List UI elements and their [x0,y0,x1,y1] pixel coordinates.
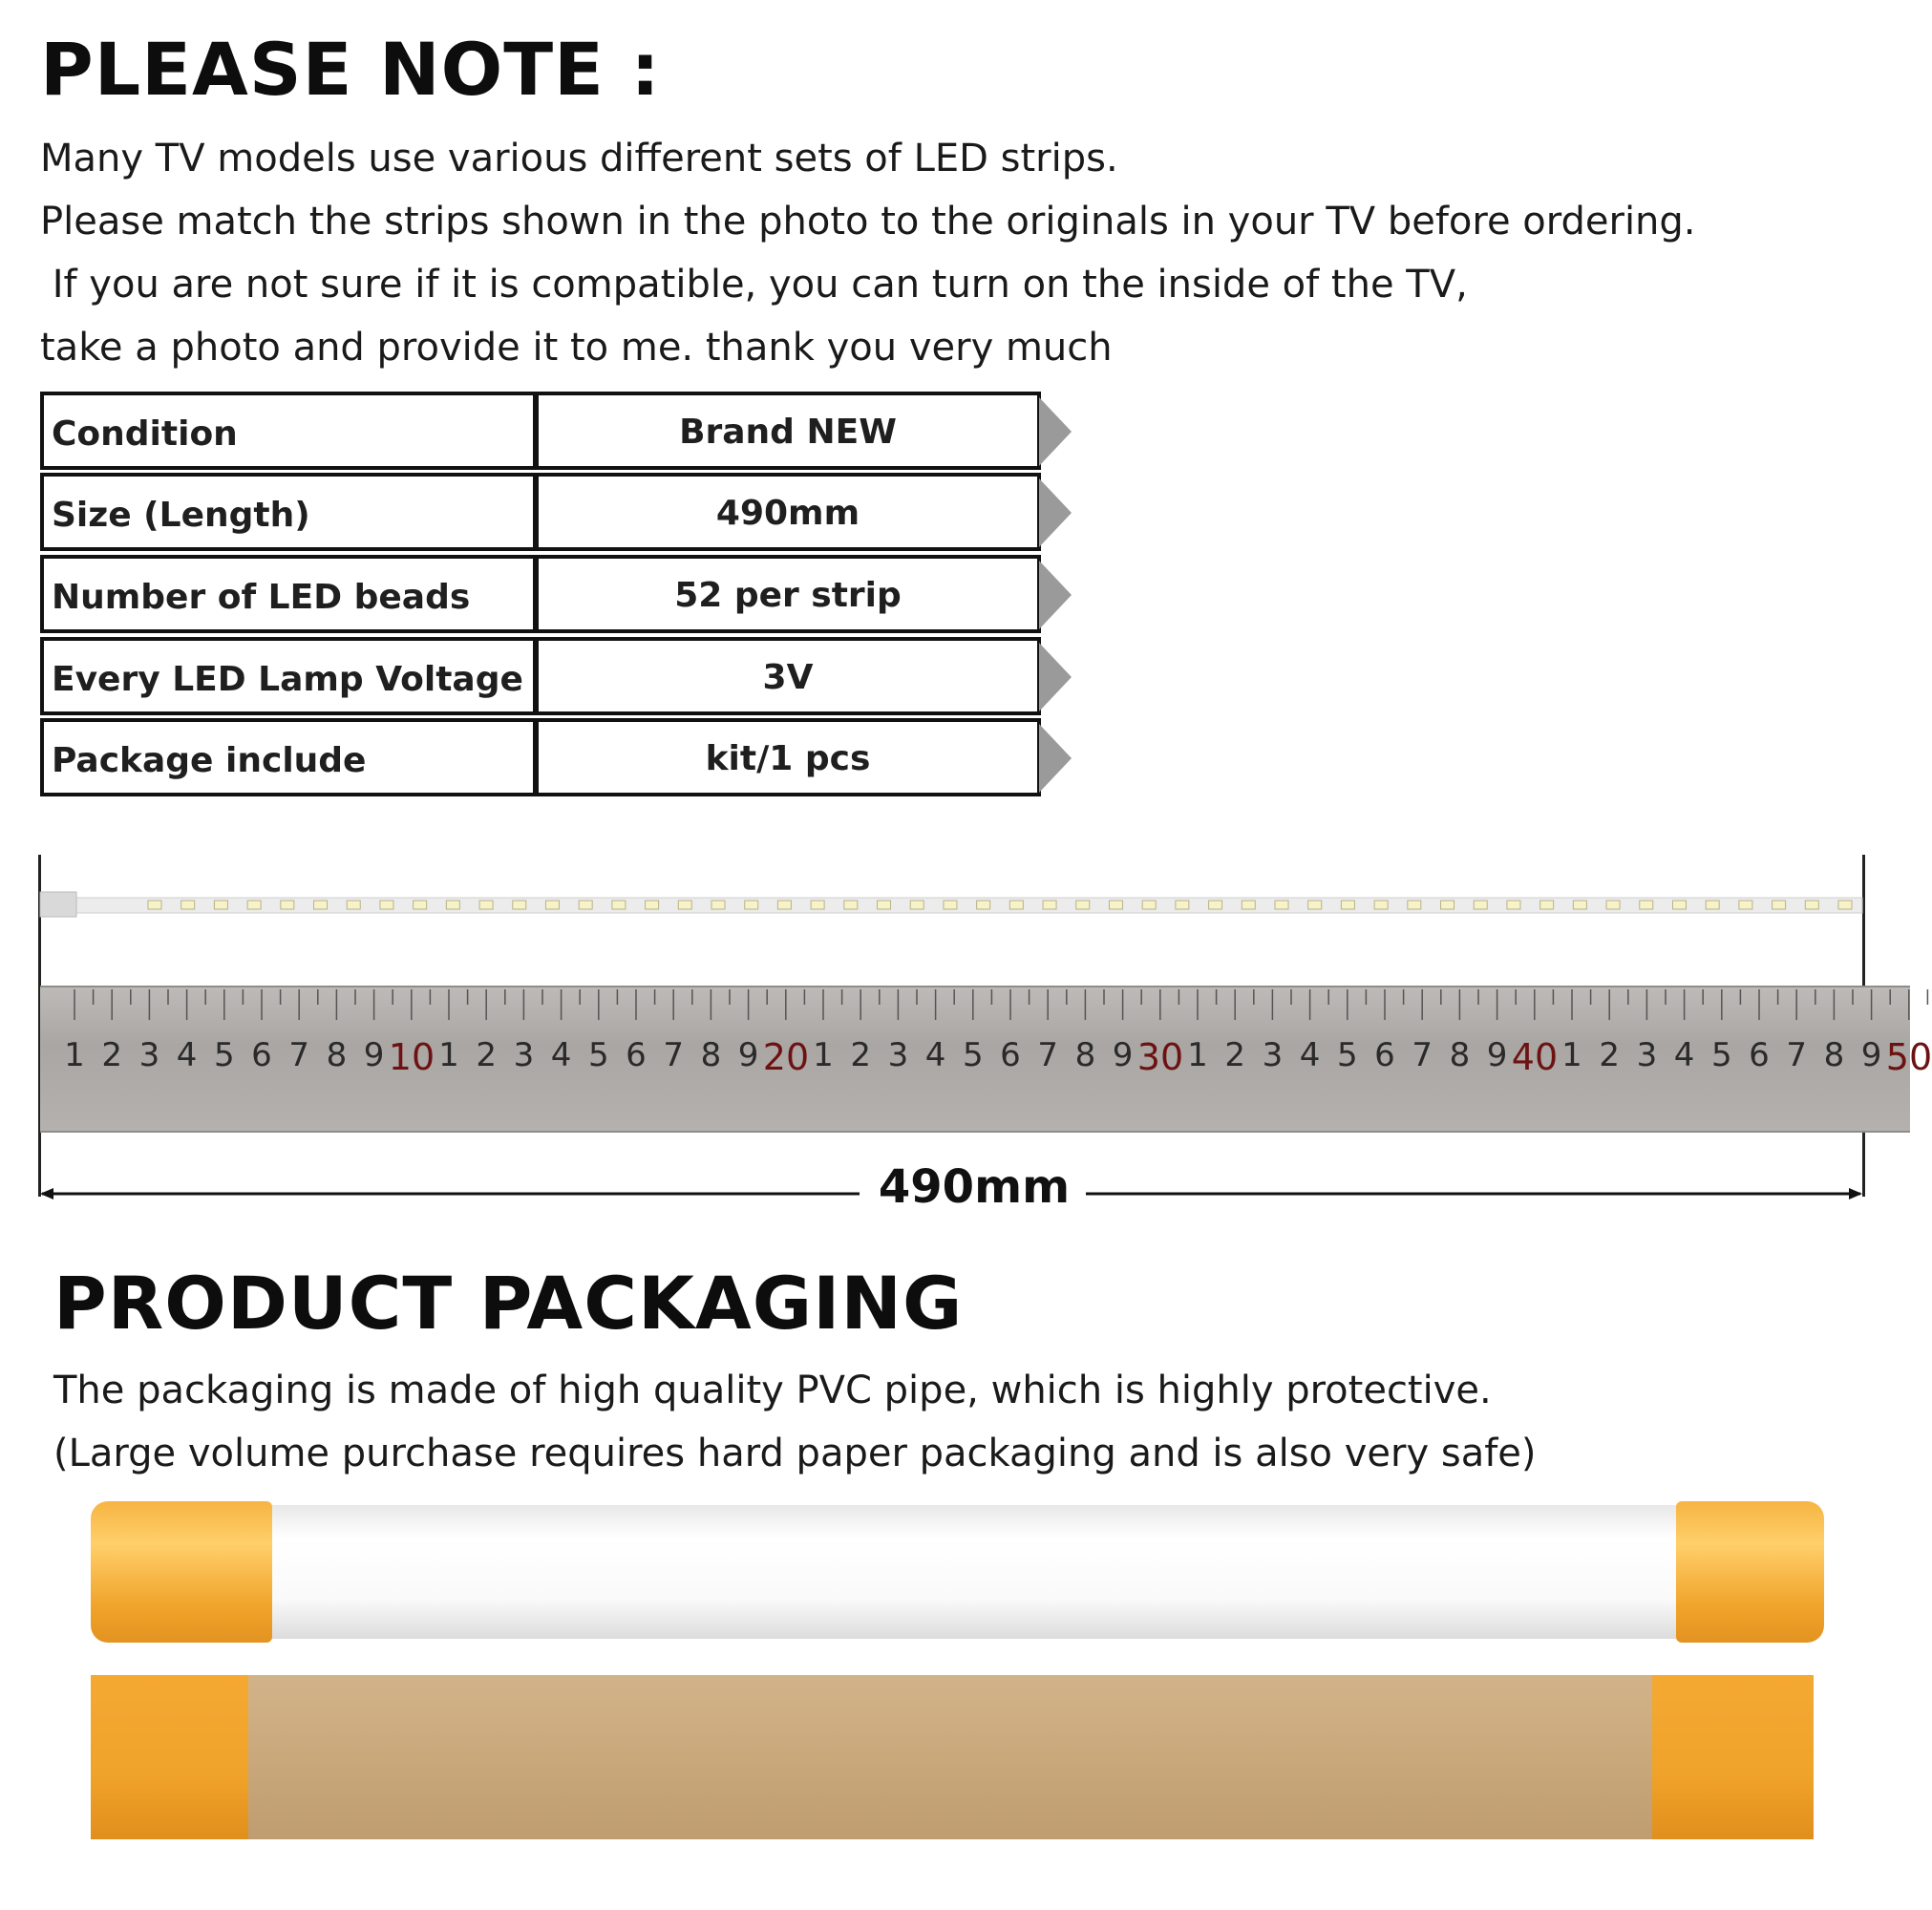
ruler-number: 2 [476,1036,497,1074]
ruler-number: 9 [737,1036,759,1074]
led-bead [910,901,924,909]
ruler-number: 4 [1673,1036,1695,1074]
ruler-number: 5 [213,1036,235,1074]
led-bead [711,901,725,909]
spec-value: 52 per strip [674,576,902,615]
led-bead [678,901,691,909]
led-strip-icon [40,892,1862,921]
ruler-number: 10 [388,1036,435,1078]
led-bead [745,901,758,909]
led-bead [977,901,990,909]
ruler-number: 8 [1074,1036,1096,1074]
note-line: Many TV models use various different sets of LED strips. [40,137,1118,180]
led-bead [414,901,427,909]
ruler-number: 6 [251,1036,272,1074]
ruler-number: 7 [288,1036,309,1074]
packaging-text [53,1359,1537,1485]
led-bead [1441,901,1454,909]
spec-label: Package include [52,741,367,780]
led-bead [181,901,195,909]
led-bead [612,901,626,909]
led-bead [380,901,393,909]
ruler-number: 8 [326,1036,348,1074]
led-bead [1672,901,1686,909]
ruler-number: 4 [550,1036,572,1074]
led-bead [844,901,858,909]
led-bead [446,901,459,909]
ruler-number: 1 [1561,1036,1582,1074]
ruler-number: 50 [1885,1036,1932,1078]
ruler-number: 1 [1187,1036,1208,1074]
arrow-icon [1039,724,1072,793]
spec-label: Every LED Lamp Voltage [52,660,523,699]
ruler-number: 3 [887,1036,909,1074]
ruler-number: 4 [1299,1036,1321,1074]
ruler-number: 8 [1449,1036,1471,1074]
arrow-icon [1039,478,1072,547]
ruler-number: 5 [587,1036,609,1074]
spec-row-condition [40,392,1043,468]
ruler-number: 1 [438,1036,459,1074]
packaging-title: PRODUCT PACKAGING [53,1261,964,1346]
ruler-number: 7 [663,1036,684,1074]
tape-left [91,1501,272,1643]
led-bead [1773,901,1786,909]
led-bead [545,901,559,909]
spec-label: Condition [52,414,238,454]
tape-right [1676,1501,1824,1643]
led-bead [347,901,360,909]
box-body [234,1675,1667,1839]
led-strip-image [40,892,1862,921]
arrow-icon [1039,397,1072,466]
ruler-number: 6 [626,1036,647,1074]
pvc-tube-image [91,1501,1824,1643]
ruler-number: 2 [1224,1036,1245,1074]
led-bead [1606,901,1620,909]
cardboard-box-image [91,1675,1814,1839]
led-bead [878,901,891,909]
spec-value: 3V [762,658,814,697]
led-bead [1706,901,1719,909]
led-bead [314,901,328,909]
led-bead [1540,901,1554,909]
ruler-number: 6 [1749,1036,1770,1074]
ruler-number: 2 [850,1036,871,1074]
led-bead [1275,901,1288,909]
ruler-number: 7 [1786,1036,1807,1074]
led-bead [1242,901,1255,909]
led-bead [148,901,161,909]
spec-label: Size (Length) [52,496,310,535]
led-bead [1739,901,1752,909]
ruler-number: 1 [64,1036,85,1074]
length-label: 490mm [878,1160,1071,1214]
led-bead [1374,901,1388,909]
ruler-number: 8 [700,1036,722,1074]
led-bead [777,901,791,909]
led-bead [1076,901,1090,909]
ruler-number: 5 [962,1036,984,1074]
led-bead [1043,901,1056,909]
ruler-number: 8 [1823,1036,1845,1074]
led-bead [1640,901,1653,909]
led-bead [1838,901,1852,909]
ruler-number: 5 [1336,1036,1358,1074]
spec-row-size [40,473,1043,549]
led-bead [1573,901,1586,909]
spec-label: Number of LED beads [52,578,471,617]
led-bead [811,901,824,909]
note-line: Please match the strips shown in the photo to the originals in your TV before ordering. [40,200,1696,244]
led-bead [944,901,957,909]
spec-row-beads [40,555,1043,631]
led-bead [579,901,592,909]
led-bead [247,901,261,909]
led-bead [1109,901,1122,909]
tape-left [91,1675,248,1839]
ruler-number: 3 [513,1036,535,1074]
spec-value: 490mm [715,494,860,533]
led-bead [479,901,493,909]
arrow-icon [1039,561,1072,629]
packaging-line: (Large volume purchase requires hard paper packaging and is also very safe) [53,1432,1537,1475]
note-line: take a photo and provide it to me. thank you very much [40,326,1113,370]
ruler-number: 4 [924,1036,946,1074]
ruler-number: 4 [176,1036,198,1074]
note-text [40,127,1696,379]
led-bead [1507,901,1520,909]
ruler-number: 40 [1511,1036,1559,1078]
arrow-icon [1039,643,1072,711]
led-bead [513,901,526,909]
ruler-number: 3 [1636,1036,1658,1074]
led-bead [1176,901,1189,909]
ruler-number: 9 [363,1036,385,1074]
ruler-number: 9 [1112,1036,1134,1074]
note-title: PLEASE NOTE : [40,27,661,112]
led-bead [1408,901,1421,909]
ruler-number: 20 [762,1036,810,1078]
spec-value: kit/1 pcs [705,739,871,778]
led-bead [281,901,294,909]
ruler-number: 2 [1599,1036,1620,1074]
ruler-number: 3 [138,1036,160,1074]
ruler-number: 6 [1000,1036,1021,1074]
ruler-number: 9 [1860,1036,1882,1074]
packaging-line: The packaging is made of high quality PVC pipe, which is highly protective. [53,1369,1492,1412]
ruler-number: 3 [1262,1036,1284,1074]
ruler-number: 9 [1486,1036,1508,1074]
note-line: If you are not sure if it is compatible, you can turn on the inside of the TV, [40,263,1468,307]
ruler-number: 2 [101,1036,122,1074]
tube-body [234,1505,1686,1639]
led-bead [1308,901,1322,909]
led-bead [1341,901,1354,909]
led-bead [1209,901,1222,909]
ruler-number: 1 [813,1036,834,1074]
tape-right [1652,1675,1814,1839]
spec-row-voltage [40,637,1043,713]
spec-value: Brand NEW [679,413,897,452]
led-bead [1009,901,1023,909]
spec-row-package [40,718,1043,795]
ruler-number: 7 [1037,1036,1058,1074]
led-bead [646,901,659,909]
led-bead [1142,901,1156,909]
led-bead [214,901,227,909]
led-bead [1474,901,1487,909]
ruler-number: 5 [1710,1036,1732,1074]
ruler-number: 7 [1412,1036,1433,1074]
ruler-number: 6 [1374,1036,1395,1074]
led-bead [1805,901,1818,909]
ruler-number: 30 [1136,1036,1184,1078]
